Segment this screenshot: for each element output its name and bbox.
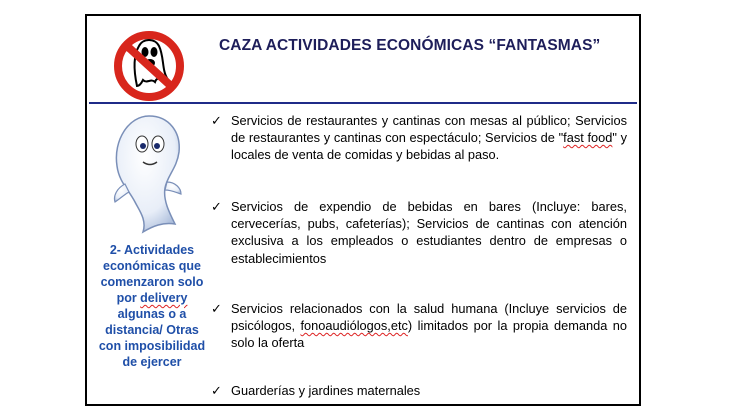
page-title: CAZA ACTIVIDADES ECONÓMICAS “FANTASMAS”	[219, 37, 601, 54]
left-caption-text-1: 2- Actividades económicas que comenzaron solo por	[100, 243, 204, 305]
no-ghost-logo-icon	[109, 22, 189, 102]
list-item-text: Guarderías y jardines maternales	[231, 383, 421, 398]
friendly-ghost-icon	[109, 110, 189, 240]
list-item-text: Servicios de expendio de bebidas en bares (Incluye: bares, cervecerías, pubs, cafeterías); Servicios de cantinas con atención exclusiva a los empleados o estudiantes dentro de empresas o establecimientos	[231, 199, 627, 266]
list-item-text	[231, 300, 627, 352]
check-icon: ✓	[211, 301, 222, 316]
check-icon: ✓	[211, 113, 222, 128]
check-icon: ✓	[211, 199, 222, 214]
item-text-part: Servicios relacionados con la salud humana (Incluye servicios de psicólogos,	[231, 301, 627, 334]
content-frame	[85, 14, 641, 406]
item-text-underlined: fast food	[563, 130, 613, 146]
check-icon: ✓	[211, 383, 222, 398]
left-caption	[93, 242, 211, 370]
divider	[89, 102, 637, 104]
item-text-underlined: fonoaudiólogos,etc	[300, 318, 408, 334]
header	[87, 16, 639, 104]
item-text-part: " y locales de venta de comidas y bebidas al paso.	[231, 130, 628, 163]
list-item-text	[231, 112, 627, 164]
left-caption-delivery: delivery	[140, 291, 188, 305]
item-text-part: ) limitados por la propia demanda no solo la oferta	[231, 318, 628, 351]
left-caption-text-2: algunas o a distancia/ Otras con imposibilidad de ejercer	[98, 307, 206, 369]
item-text-part: Servicios de restaurantes y cantinas con mesas al público; Servicios de restaurantes y cantinas con espectáculo; Servicios de "	[231, 113, 627, 146]
